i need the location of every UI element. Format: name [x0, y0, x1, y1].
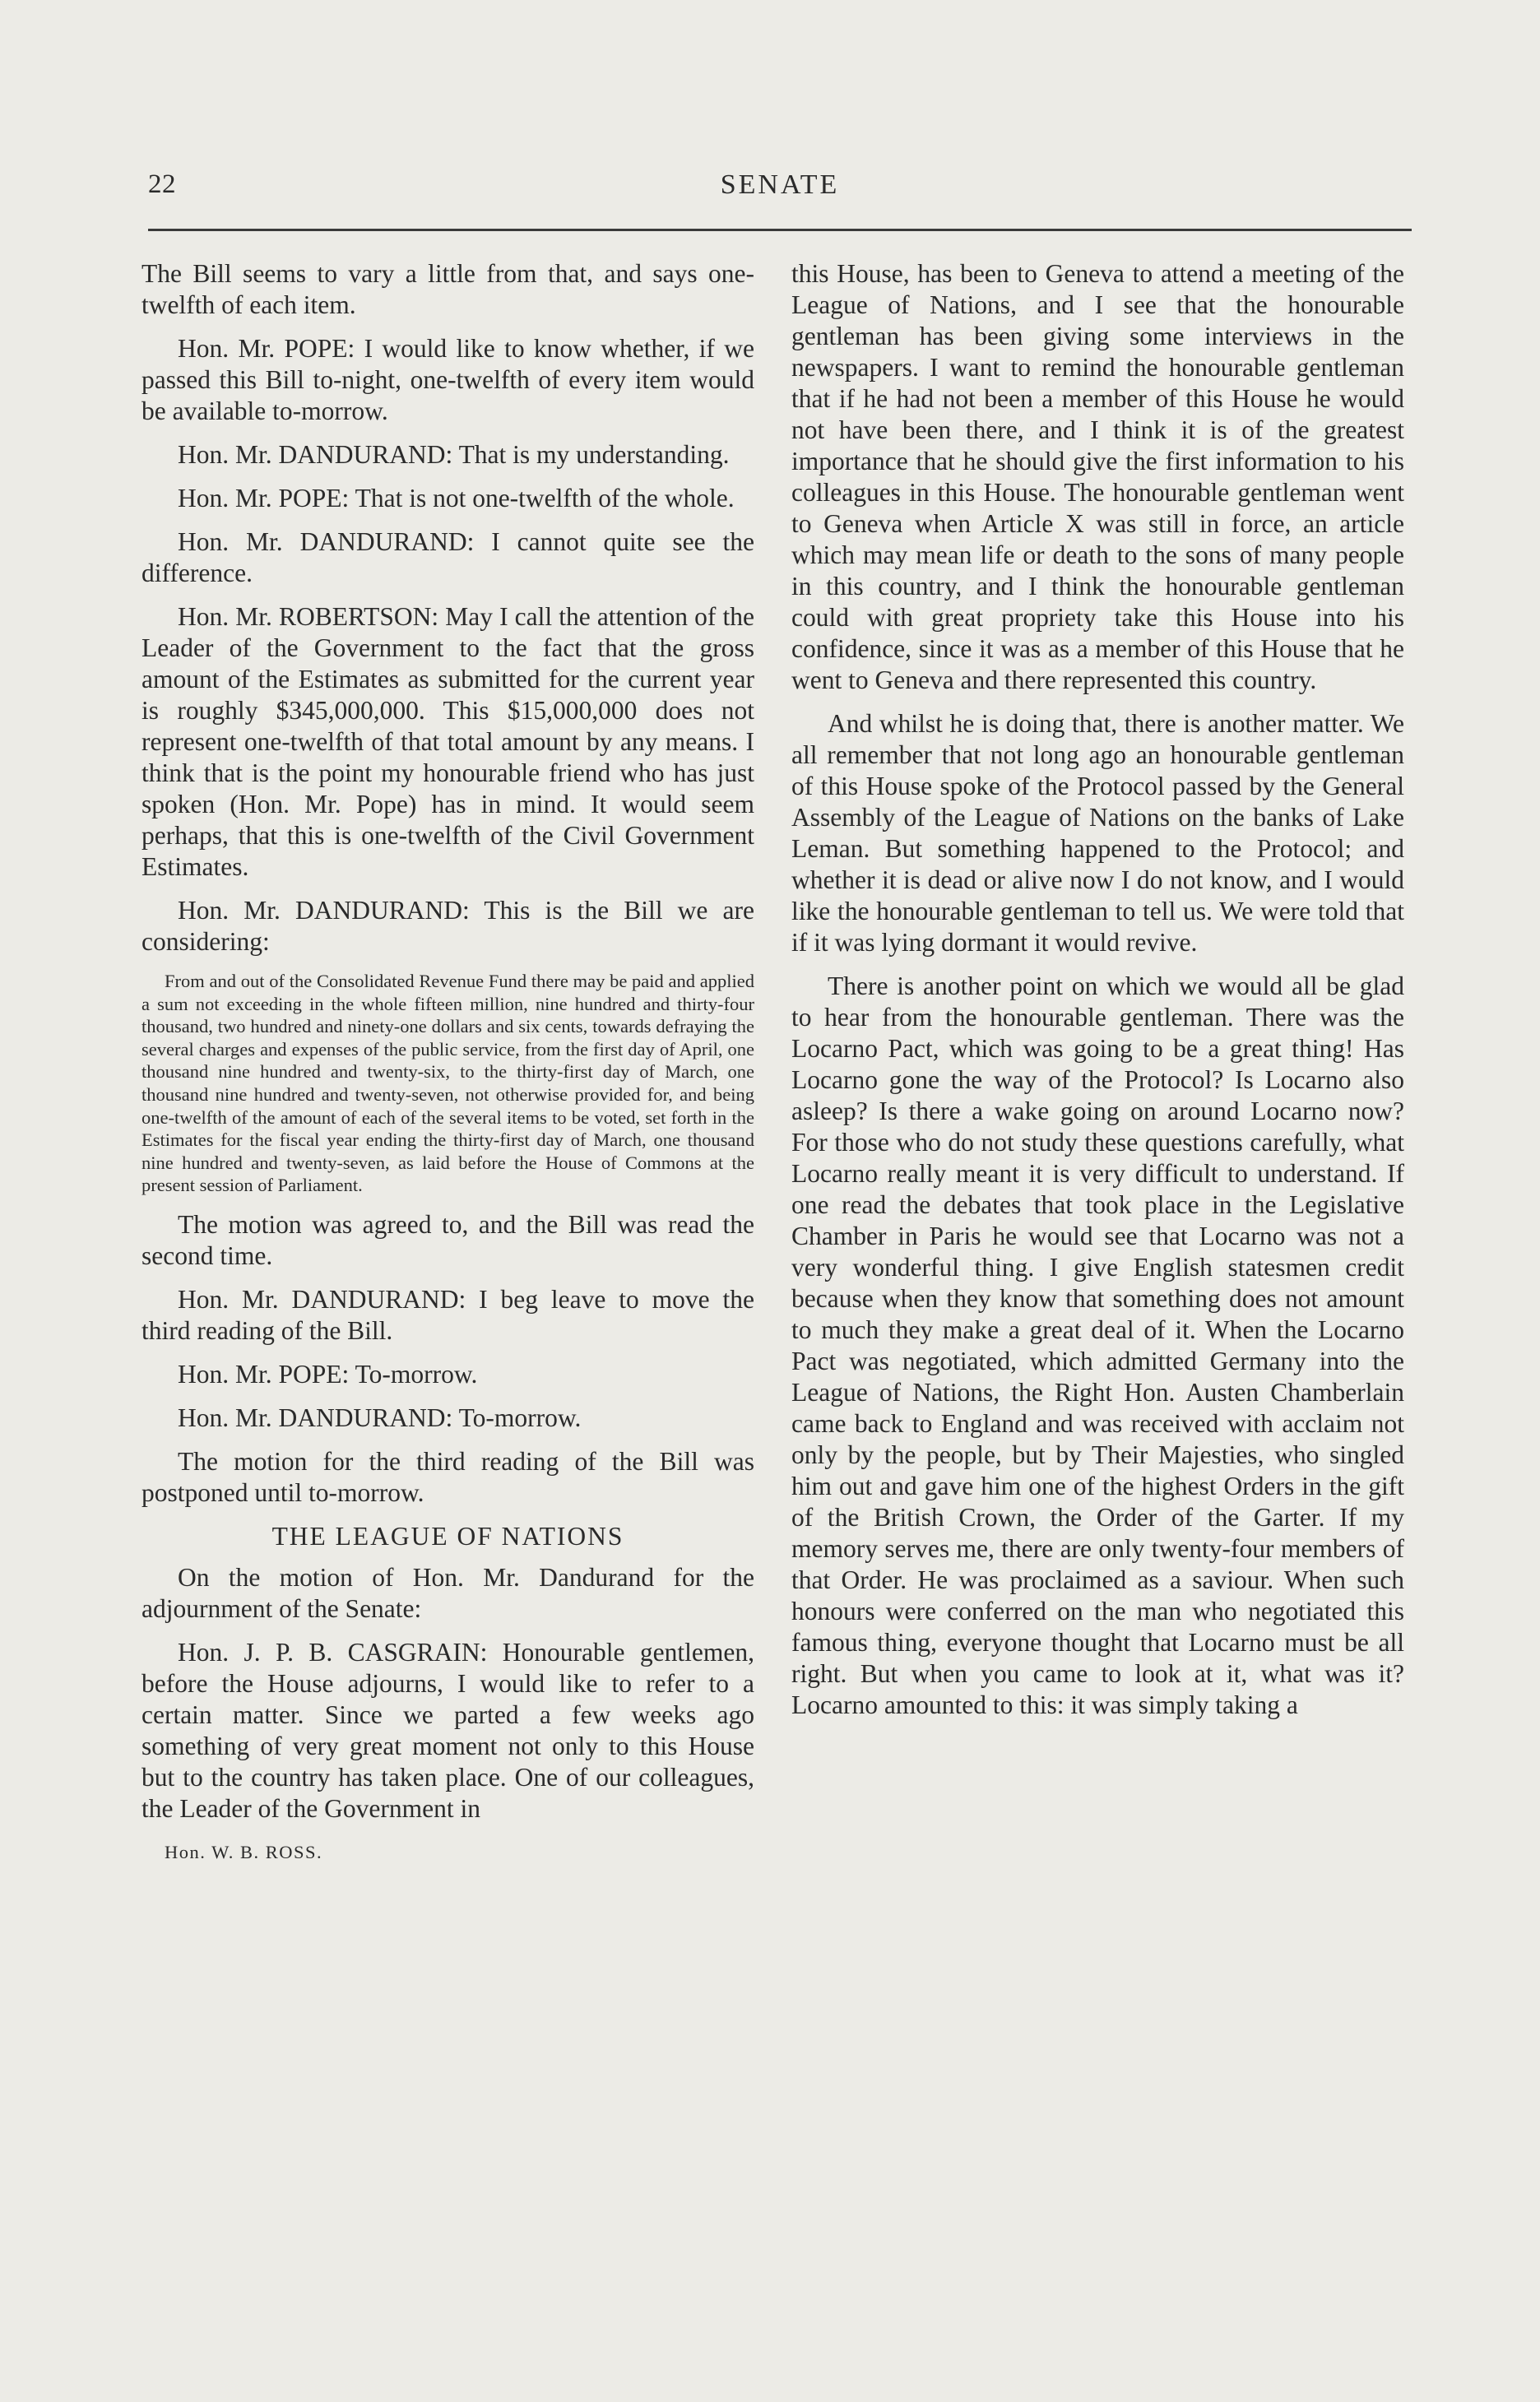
running-head: SENATE: [720, 169, 840, 200]
paragraph: Hon. Mr. POPE: To-morrow.: [178, 1359, 478, 1389]
paragraph: this House, has been to Geneva to attend a meeting of the League of Nations, and I see that the honourable gentleman has been giving some interviews in the newspapers. I want to remind the honourable gentleman that if he had not been a member of this House he would not have been there, and I think it is of the greatest importance that he should give the first information to his colleagues in this House. The honourable gentleman went to Geneva when Article X was still in force, an article which may mean life or death to the sons of many people in this country, and I think the honourable gentleman could with great propriety take this House into his confidence, since it was as a member of this House that he went to Geneva and there represented this country.: [791, 259, 1404, 694]
paragraph: The motion was agreed to, and the Bill was read the second time.: [141, 1209, 754, 1270]
footer-note: Hon. W. B. ROSS.: [165, 1841, 323, 1862]
bill-quotation: From and out of the Consolidated Revenue Fund there may be paid and applied a sum not exceeding in the whole fifteen million, nine hundred and thirty-four thousand, two hundred and ninety-one dollars and six cents, towards defraying the several charges and expenses of the public service, from the first day of April, one thousand nine hundred and twenty-six, to the thirty-first day of March, one thousand nine hundred and twenty-seven, not otherwise provided for, and being one-twelfth of the amount of each of the several items to be voted, set forth in the Estimates for the fiscal year ending the thirty-first day of March, one thousand nine hundred and twenty-seven, as laid before the House of Commons at the present session of Parliament.: [141, 971, 754, 1196]
paragraph: On the motion of Hon. Mr. Dandurand for the adjournment of the Senate:: [141, 1562, 754, 1623]
paragraph: Hon. Mr. DANDURAND: This is the Bill we are considering:: [141, 896, 754, 956]
page-header: [148, 169, 1412, 219]
paragraph: There is another point on which we would all be glad to hear from the honourable gentleman. There was the Locarno Pact, which was going to be a great thing! Has Locarno gone the way of the Protocol? Is Locarno also asleep? Is there a wake going on around Locarno now? For those who do not study these questions carefully, what Locarno really meant it is very difficult to understand. If one read the debates that took place in the Legislative Chamber in Paris he would see that Locarno was not a very wonderful thing. I give English statesmen credit because when they know that something does not amount to much they make a great deal of it. When the Locarno Pact was negotiated, which admitted Germany into the League of Nations, the Right Hon. Austen Chamberlain came back to England and was received with acclaim not only by the people, but by Their Majesties, who singled him out and gave him one of the highest Orders in the gift of the British Crown, the Order of the Garter. If my memory serves me, there are only twenty-four members of that Order. He was proclaimed as a saviour. When such honours were conferred on the man who negotiated this famous thing, everyone thought that Locarno must be all right. But when you came to look at it, what was it? Locarno amounted to this: it was simply taking a: [791, 971, 1404, 1719]
paragraph: Hon. Mr. DANDURAND: To-morrow.: [178, 1403, 582, 1432]
paragraph: Hon. Mr. DANDURAND: I beg leave to move the third reading of the Bill.: [141, 1284, 754, 1345]
left-column: [141, 258, 754, 1868]
right-column: [791, 258, 1404, 1733]
paragraph: Hon. Mr. POPE: That is not one-twelfth of the whole.: [178, 484, 735, 512]
section-heading: THE LEAGUE OF NATIONS: [271, 1521, 624, 1551]
paragraph: Hon. Mr. DANDURAND: That is my understanding.: [178, 440, 730, 469]
paragraph: Hon. Mr. ROBERTSON: May I call the attention of the Leader of the Government to the fact that the gross amount of the Estimates as submitted for the current year is roughly $345,000,000. This $15,000,000 does not represent one-twelfth of that total amount by any means. I think that is the point my honourable friend who has just spoken (Hon. Mr. Pope) has in mind. It would seem perhaps, that this is one-twelfth of the Civil Government Estimates.: [141, 602, 754, 881]
page-number: 22: [148, 169, 176, 199]
header-rule: [148, 229, 1412, 231]
paragraph: The motion for the third reading of the Bill was postponed until to-morrow.: [141, 1446, 754, 1507]
paragraph: And whilst he is doing that, there is another matter. We all remember that not long ago an honourable gentleman of this House spoke of the Protocol passed by the General Assembly of the League of Nations on the banks of Lake Leman. But something happened to the Protocol; and whether it is dead or alive now I do not know, and I would like the honourable gentleman to tell us. We were told that if it was lying dormant it would revive.: [791, 709, 1404, 957]
paragraph: Hon. Mr. POPE: I would like to know whether, if we passed this Bill to-night, one-twelfth of every item would be available to-morrow.: [141, 334, 754, 425]
paragraph: Hon. J. P. B. CASGRAIN: Honourable gentlemen, before the House adjourns, I would like to refer to a certain matter. Since we parted a few weeks ago something of very great moment not only to this House but to the country has taken place. One of our colleagues, the Leader of the Government in: [141, 1637, 754, 1823]
paragraph: Hon. Mr. DANDURAND: I cannot quite see the difference.: [141, 527, 754, 587]
paragraph: The Bill seems to vary a little from that, and says one-twelfth of each item.: [141, 259, 754, 319]
